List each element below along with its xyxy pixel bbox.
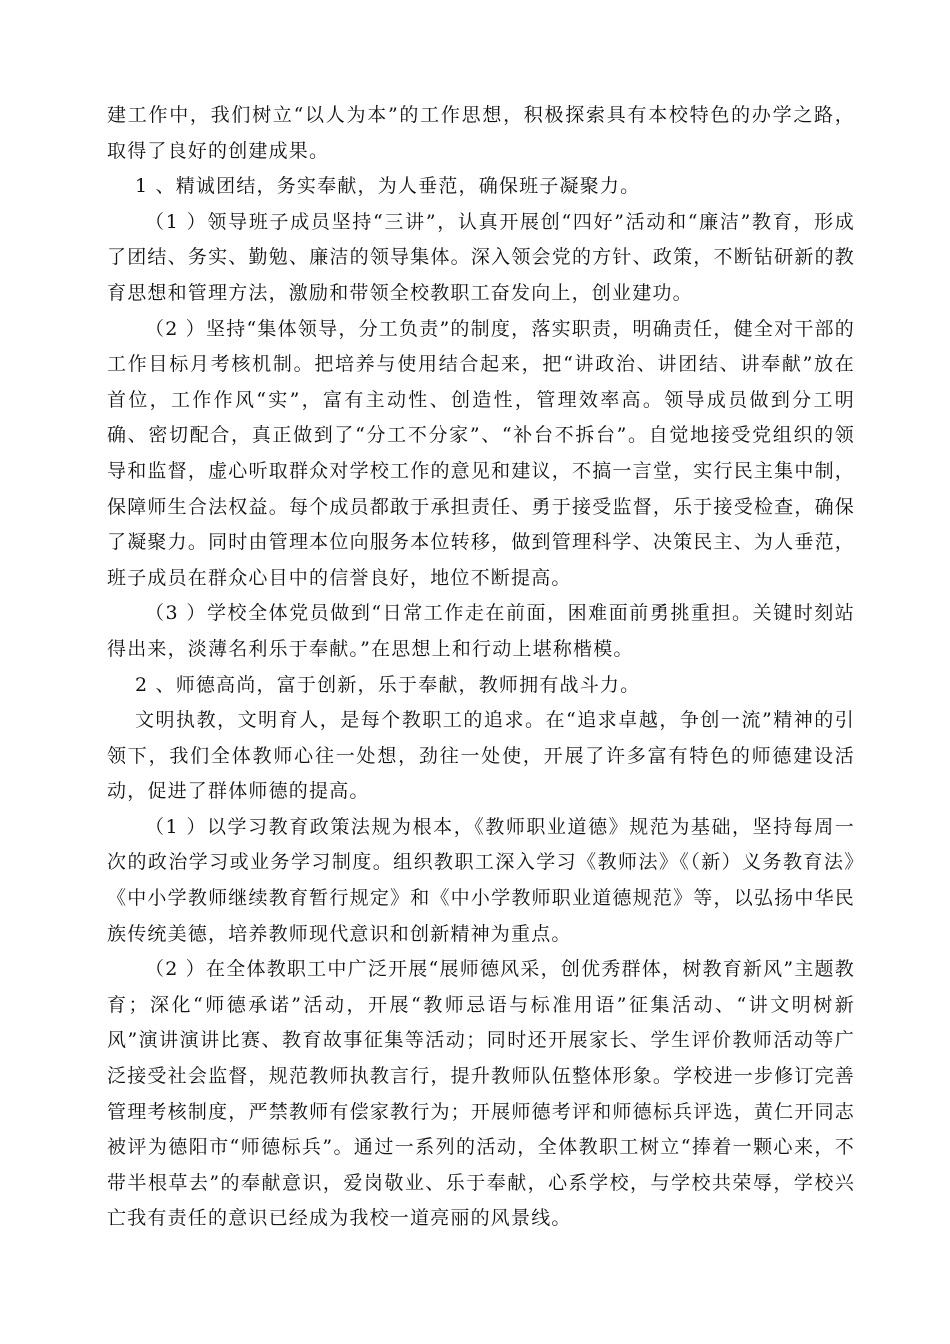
paragraph-2-2: （2 ）在全体教职工中广泛开展“展师德风采，创优秀群体，树教育新风”主题教育；深化“师德承诺”活动，开展“教师忌语与标准用语”征集活动、“讲文明树新风”演讲演讲比赛、教育故事征集等活动；同时还开展家长、学生评价教师活动等广泛接受社会监督，规范教师执教言行，提升教师队伍整体形象。学校进一步修订完善管理考核制度，严禁教师有偿家教行为；开展师德考评和师德标兵评选，黄仁开同志被评为德阳市“师德标兵”。通过一系列的活动，全体教职工树立“捧着一颗心来，不带半根草去”的奉献意识，爱岗敬业、乐于奉献，心系学校，与学校共荣辱，学校兴亡我有责任的意识已经成为我校一道亮丽的风景线。 [107,958,855,1230]
paragraph-1-1: （1 ）领导班子成员坚持“三讲”，认真开展创“四好”活动和“廉洁”教育，形成了团结、务实、勤勉、廉洁的领导集体。深入领会党的方针、政策，不断钻研新的教育思想和管理方法，激励和带领全校教职工奋发向上，创业建功。 [107,210,855,304]
paragraph-2-intro: 文明执教，文明育人，是每个教职工的追求。在“追求卓越，争创一流”精神的引领下，我们全体教师心往一处想，劲往一处使，开展了许多富有特色的师德建设活动，促进了群体师德的提高。 [107,709,855,803]
paragraph-1-3: （3 ）学校全体党员做到“日常工作走在前面，困难面前勇挑重担。关键时刻站得出来，淡薄名利乐于奉献。”在思想上和行动上堪称楷模。 [107,602,855,660]
paragraph-intro-continued: 建工作中，我们树立“以人为本”的工作思想，积极探索具有本校特色的办学之路，取得了良好的创建成果。 [107,104,855,162]
section-heading-1: 1 、精诚团结，务实奉献，为人垂范，确保班子凝聚力。 [135,175,641,198]
paragraph-2-1: （1 ）以学习教育政策法规为根本，《教师职业道德》规范为基础，坚持每周一次的政治学习或业务学习制度。组织教职工深入学习《教师法》《（新）义务教育法》《中小学教师继续教育暂行规定》和《中小学教师职业道德规范》等，以弘扬中华民族传统美德，培养教师现代意识和创新精神为重点。 [107,815,855,945]
section-heading-2: 2 、师德高尚，富于创新，乐于奉献，教师拥有战斗力。 [135,673,641,696]
document-page [107,98,855,1237]
paragraph-1-2: （2 ）坚持“集体领导，分工负责”的制度，落实职责，明确责任，健全对干部的工作目标月考核机制。把培养与使用结合起来，把“讲政治、讲团结、讲奉献”放在首位，工作作风“实”，富有主动性、创造性，管理效率高。领导成员做到分工明确、密切配合，真正做到了“分工不分家”、“补台不拆台”。自觉地接受党组织的领导和监督，虚心听取群众对学校工作的意见和建议，不搞一言堂，实行民主集中制，保障师生合法权益。每个成员都敢于承担责任、勇于接受监督，乐于接受检查，确保了凝聚力。同时由管理本位向服务本位转移，做到管理科学、决策民主、为人垂范，班子成员在群众心目中的信誉良好，地位不断提高。 [107,317,855,589]
